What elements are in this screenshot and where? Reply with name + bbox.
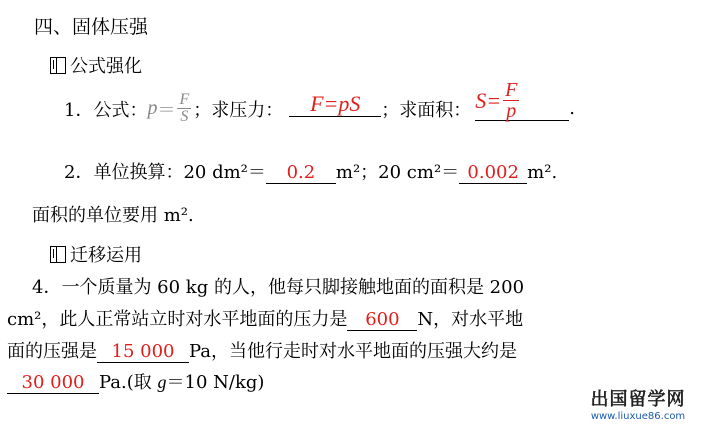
q1-mid2: ；求面积： [381, 99, 472, 121]
q4-line-3 [7, 337, 517, 363]
q1-eq: ＝ [157, 99, 176, 121]
answer-area-num: F [505, 79, 518, 101]
q1-end: . [569, 98, 575, 119]
q4-line2-pre: cm²，此人正常站立时对水平地面的压力是 [7, 309, 348, 330]
q1-fraction [177, 92, 191, 125]
answer-area-formula [475, 80, 521, 121]
answer-area-lhs: S= [475, 87, 502, 113]
answer-force: F=pS [289, 92, 381, 117]
answer-cm2: 0.002 [459, 163, 527, 184]
answer-area [475, 79, 569, 122]
answer-walking-pressure: 30 000 [7, 373, 99, 394]
page-title: 四、固体压强 [34, 16, 149, 38]
q2-end: m². [527, 162, 558, 183]
q1-frac-den: S [180, 108, 189, 125]
section-label: 公式强化 [70, 56, 142, 77]
answer-pressure-force: 600 [347, 310, 417, 331]
q4-line-2 [7, 305, 523, 331]
section-formula [50, 52, 142, 78]
q4-g-var: g [157, 372, 167, 392]
book-icon [50, 246, 66, 263]
watermark-logo [578, 385, 698, 422]
unit-note: 面积的单位要用 m². [32, 205, 194, 226]
section-application [50, 241, 142, 267]
q1-prefix: 1．公式： [64, 99, 148, 121]
q2-prefix: 2．单位换算：20 dm²＝ [64, 162, 266, 183]
q4-line-4 [7, 368, 264, 394]
q1-p-var: p [147, 97, 158, 119]
question-2 [64, 158, 557, 184]
q4-line2-post: N，对水平地 [417, 309, 524, 330]
q1-frac-num: F [179, 91, 190, 108]
answer-area-den: p [506, 100, 517, 122]
question-1 [64, 79, 575, 125]
q4-line3-post: Pa，当他行走时对水平地面的压强大约是 [189, 341, 518, 362]
book-icon [50, 57, 66, 74]
answer-area-fraction [503, 80, 519, 121]
q4-line3-pre: 面的压强是 [7, 341, 97, 362]
watermark-site: 出国留学网 [590, 389, 686, 410]
section-label: 迁移运用 [70, 245, 142, 266]
q4-line4-b: ＝10 N/kg) [166, 372, 265, 393]
q2-mid: m²；20 cm²＝ [335, 162, 460, 183]
q1-mid1: ；求压力： [193, 99, 284, 121]
watermark-url: www.liuxue86.com [590, 411, 686, 422]
answer-standing-pressure: 15 000 [97, 342, 189, 363]
q4-line4-a: Pa.(取 [99, 372, 158, 393]
answer-dm2: 0.2 [266, 163, 336, 184]
q4-line-1: 4．一个质量为 60 kg 的人，他每只脚接触地面的面积是 200 [32, 277, 525, 298]
